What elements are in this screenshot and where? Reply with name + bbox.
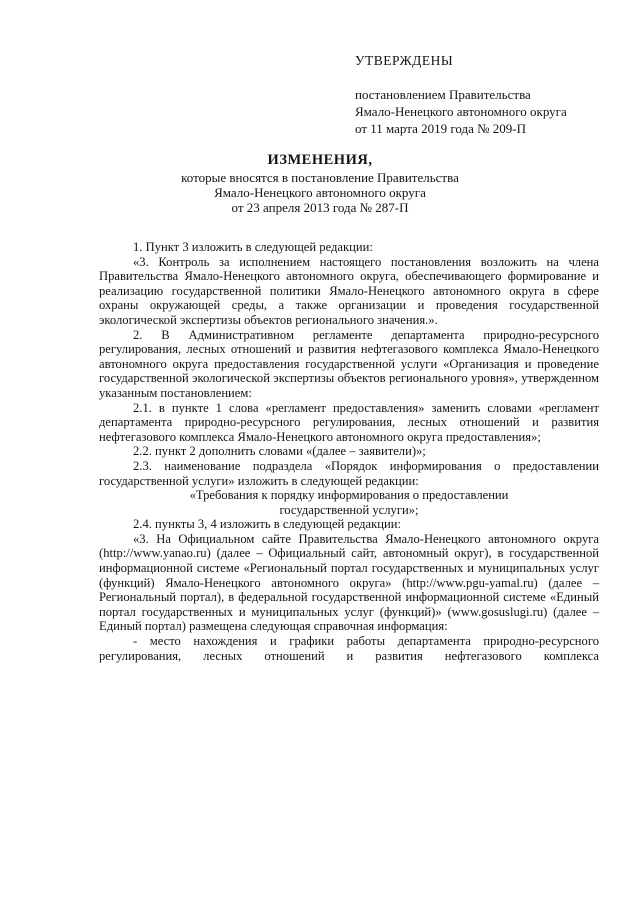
paragraph: 2.4. пункты 3, 4 изложить в следующей редакции: bbox=[133, 517, 401, 532]
approval-line: постановлением Правительства bbox=[355, 87, 531, 102]
approval-title: УТВЕРЖДЕНЫ bbox=[355, 53, 454, 68]
paragraph: - место нахождения и графики работы департамента природно-ресурсного регулирования, лесных отношений и развития нефтегазового комплекса bbox=[99, 634, 599, 663]
document-heading bbox=[0, 153, 640, 215]
paragraph: «3. Контроль за исполнением настоящего постановления возложить на члена Правительства Ямало-Ненецкого автономного округа, обеспечивающего формирование и реализацию государственной политики Ямало-Ненецкого автономного округа в сфере охраны окружающей среды, а также организации и проведения государственной экологической экспертизы объектов регионального значения.». bbox=[99, 254, 599, 327]
approval-line: Ямало-Ненецкого автономного округа bbox=[355, 104, 567, 119]
paragraph: 2.1. в пункте 1 слова «регламент предоставления» заменить словами «регламент департамента природно-ресурсного регулирования, лесных отношений и развития нефтегазового комплекса Ямало-Ненецкого автономного округа предоставления»; bbox=[99, 400, 599, 444]
approval-block bbox=[355, 52, 625, 137]
document-body bbox=[99, 240, 599, 663]
heading-line: которые вносятся в постановление Правительства bbox=[181, 170, 459, 185]
heading-line: от 23 апреля 2013 года № 287-П bbox=[231, 200, 409, 215]
approval-line: от 11 марта 2019 года № 209-П bbox=[355, 121, 527, 136]
paragraph: 2.3. наименование подраздела «Порядок информирования о предоставлении государственной услуги» изложить в следующей редакции: bbox=[99, 458, 599, 488]
heading-title: ИЗМЕНЕНИЯ, bbox=[267, 152, 373, 168]
heading-line: Ямало-Ненецкого автономного округа bbox=[214, 185, 426, 200]
paragraph: «Требования к порядку информирования о предоставлении государственной услуги»; bbox=[189, 488, 509, 517]
paragraph: 1. Пункт 3 изложить в следующей редакции: bbox=[133, 240, 373, 254]
paragraph: «3. На Официальном сайте Правительства Ямало-Ненецкого автономного округа (http://www.yanao.ru) (далее – Официальный сайт, автономный округ), в государственной информационной системе «Региональный портал государственных и муниципальных услуг (функций) Ямало-Ненецкого автономного округа» (http://www.pgu-yamal.ru) (далее – Региональный портал), в федеральной государственной информационной системе «Единый портал государственных и муниципальных услуг (функций)» (www.gosuslugi.ru) (далее – Единый портал) размещена следующая справочная информация: bbox=[99, 531, 599, 634]
paragraph: 2.2. пункт 2 дополнить словами «(далее – заявители)»; bbox=[133, 444, 426, 459]
paragraph: 2. В Административном регламенте департамента природно-ресурсного регулирования, лесных отношений и развития нефтегазового комплекса Ямало-Ненецкого автономного округа предоставления государственной услуги «Организация и проведение государственной экологической экспертизы объектов регионального уровня», утвержденном указанным постановлением: bbox=[99, 327, 599, 400]
